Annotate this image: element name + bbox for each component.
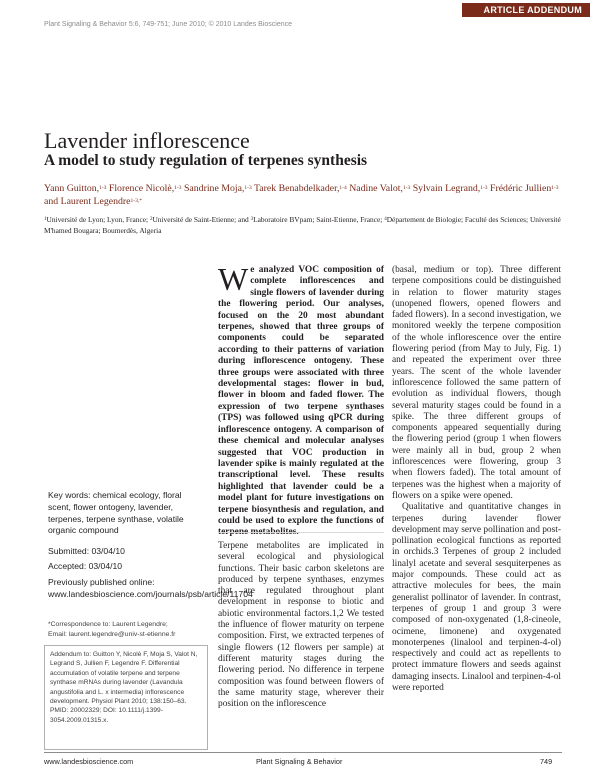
author-affiliation-sup: 1-3 — [480, 185, 488, 191]
article-subtitle: A model to study regulation of terpenes synthesis — [44, 152, 368, 169]
keywords-block — [48, 490, 200, 537]
body-paragraph-2: (basal, medium or top). Three different terpene compositions could be distinguished in relation to flower maturity stages (unopened flowers, opened flowers and faded flowers). In a second investigation, we monitored weekly the terpene composition of the whole inflorescence over the entire flowering period (from May to July, Fig. 1) and repeated the experiment over three years. The scent of the whole lavender inflorescence followed the same pattern of evolution as individual flowers, though several maturity stages could be found in a spike. The three different groups of components appeared sequentially during the flowering period (group 1 when flowers were mainly all in bud, group 2 when inflorescences were flowering, group 3 when flowers faded). The total amount of terpenes was the highest when a majority of flowers on a spike were opened. — [392, 265, 561, 501]
correspondence — [48, 620, 208, 639]
affiliation-sup: 1 — [44, 217, 47, 222]
keywords-label: Key words: — [48, 490, 91, 500]
author-name: Florence Nicolè, — [108, 183, 175, 194]
author-name: Nadine Valot, — [349, 183, 403, 194]
affiliation-text: Université de Lyon; Lyon, France; — [46, 215, 150, 224]
article-title: Lavender inflorescence — [44, 128, 250, 153]
affiliation-text: Département de Biologie; Faculté des Sciences; Université M'hamed Bougara; Boumerdès, Algeria — [44, 215, 561, 235]
affiliation-sup: 4 — [384, 217, 387, 222]
author-affiliation-sup: 1-3 — [99, 185, 107, 191]
author-name: Sandrine Moja, — [183, 183, 245, 194]
abstract-dropcap: W — [218, 261, 249, 297]
author-name: Frédéric Jullien — [490, 183, 552, 194]
footer-website[interactable]: www.landesbioscience.com — [44, 757, 134, 766]
author-affiliation-sup: 1-3 — [174, 185, 182, 191]
submitted-date: Submitted: 03/04/10 — [48, 546, 125, 556]
keywords-text: chemical ecology, floral scent, flower ontogeny, lavender, terpenes, terpene synthase, volatile organic compound — [48, 490, 184, 536]
abstract-divider — [218, 532, 384, 533]
prev-published-label: Previously published online: — [48, 577, 155, 587]
correspondence-text: *Correspondence to: Laurent Legendre; — [48, 621, 168, 628]
author-name: Sylvain Legrand, — [412, 183, 481, 194]
author-name: Yann Guitton, — [44, 183, 100, 194]
article-type-tag: ARTICLE ADDENDUM — [462, 3, 590, 17]
footer-divider — [44, 752, 562, 753]
affiliations — [44, 214, 564, 236]
author-name: Tarek Benabdelkader, — [254, 183, 340, 194]
addendum-box: Addendum to: Guitton Y, Nicolè F, Moja S, Valot N, Legrand S, Jullien F, Legendre F. Differential accumulation of volatile terpene and terpene synthase mRNAs during lavender (Lavandula angustifolia and L. x intermedia) inflorescence development. Physiol Plant 2010; 138:150–63. PMID: 20002329; DOI: 10.1111/j.1399-3054.2009.01315.x. — [44, 645, 208, 750]
author-name: and Laurent Legendre — [44, 195, 131, 207]
correspondence-email[interactable]: Email: laurent.legendre@univ-st-etienne.fr — [48, 630, 176, 638]
affiliation-text: Laboratoire BVpam; Saint-Etienne, France; — [253, 215, 385, 224]
body-paragraph-3: Qualitative and quantitative changes in terpenes during lavender flower development may serve pollination and post-pollination ecological functions as reported in orchids.3 Terpenes of group 2 included linalyl acetate and several sesquiterpenes as major compounds. These could act as attractive molecules for bees, the main generalist pollinator of lavender. In contrast, terpenes of group 1 and group 3 were composed of non-oxygenated (1,8-cineole, ocimene, limonene) and oxygenated monoterpenes (linalool and terpinen-4-ol) respectively and could act as repellents to protect immature flowers and seeds against damaging insects. Linalool and terpinen-4-ol were reported — [392, 502, 561, 693]
page-number: 749 — [540, 757, 553, 766]
abstract-column — [218, 261, 384, 539]
affiliation-sup: 3 — [250, 217, 254, 222]
author-affiliation-sup: 1-3 — [402, 185, 411, 191]
accepted-date: Accepted: 03/04/10 — [48, 561, 123, 571]
author-affiliation-sup: 1-3 — [551, 185, 559, 191]
author-affiliation-sup: 1-4 — [339, 185, 347, 191]
abstract-text: e analyzed VOC composition of complete inflorescences and single flowers of lavender during the flowering period. Our analyses, focused on the 20 most abundant terpenes, showed that three groups of components could be separated according to their patterns of variation during inflorescence ontogeny. These three groups were associated with three developmental stages: flower in bud, flower in bloom and faded flower. The expression of two terpene synthases (TPS) was followed using qPCR during inflorescence ontogeny. A comparison of these chemical and molecular analyses suggested that VOC production in lavender spike is mainly regulated at the transcriptional level. These results highlighted that lavender could be a model plant for future investigations on terpene biosynthesis and regulation, and could be used to explore the functions of — [218, 265, 384, 526]
prev-published-url[interactable]: www.landesbioscience.com/journals/psb/article/11704 — [48, 588, 253, 599]
header-bar — [0, 0, 600, 18]
previously-published — [48, 577, 253, 601]
body-paragraph-1: Terpene metabolites are implicated in several ecological and physiological functions. Their basic carbon skeletons are produced by terpene synthases, enzymes that are regulated throughout plant development in response to biotic and abiotic environmental factors.1,2 We tested the influence of flower maturity on terpene composition. First, we extracted terpenes of single flowers (12 flowers per sample) at different maturity stages during the flowering period. No difference in terpene composition was found between flowers of the same maturity stage, wherever their position on the inflorescence — [218, 541, 384, 710]
footer-journal: Plant Signaling & Behavior — [256, 757, 343, 766]
affiliation-sup: 2 — [149, 217, 153, 222]
author-affiliation-sup: 1-3,* — [130, 197, 142, 204]
author-affiliation-sup: 1-3 — [244, 185, 252, 191]
affiliation-text: Université de Saint-Etienne; and — [152, 215, 251, 224]
body-right-column — [392, 265, 561, 694]
abstract — [218, 261, 384, 539]
journal-citation: Plant Signaling & Behavior 5:6, 749-751; June 2010; © 2010 Landes Bioscience — [44, 21, 292, 28]
author-list — [44, 183, 564, 208]
